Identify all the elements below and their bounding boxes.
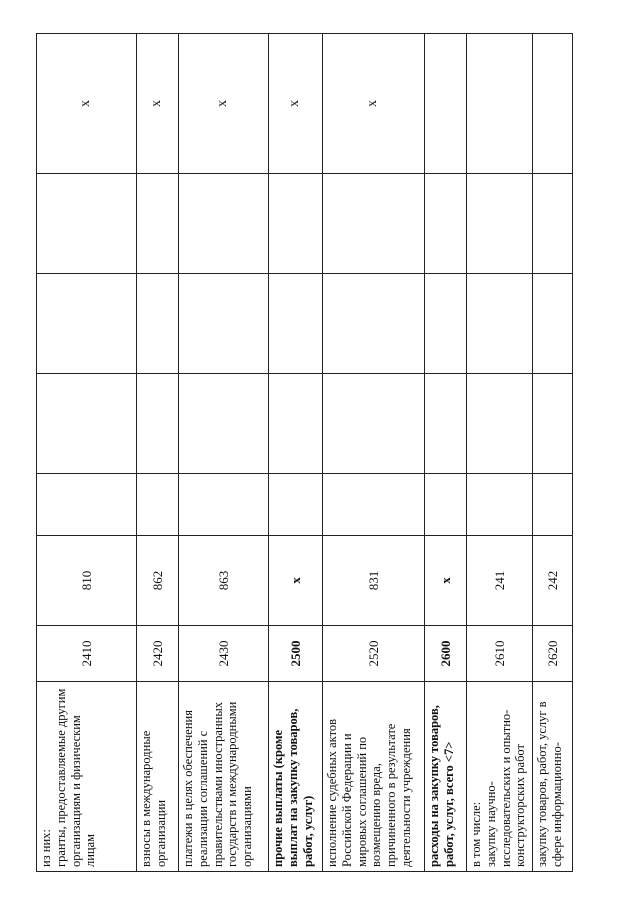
table-row <box>533 34 573 872</box>
value-cell <box>425 174 467 274</box>
line-code-cell: 2410 <box>37 626 137 682</box>
row-name-cell: взносы в международные организации <box>137 682 179 872</box>
value-cell <box>37 274 137 374</box>
value-cell <box>467 474 533 536</box>
value-cell <box>37 474 137 536</box>
value-cell <box>467 274 533 374</box>
value-cell <box>179 174 269 274</box>
value-cell <box>323 274 425 374</box>
line-code-cell: 2420 <box>137 626 179 682</box>
last-column-cell <box>425 34 467 174</box>
line-code-cell: 2520 <box>323 626 425 682</box>
kbk-code-cell: x <box>269 536 323 626</box>
rotated-table-container <box>36 34 572 872</box>
last-column-cell: x <box>323 34 425 174</box>
table-row <box>269 34 323 872</box>
value-cell <box>467 174 533 274</box>
row-name-cell: расходы на закупку товаров, работ, услуг, всего <7> <box>425 682 467 872</box>
value-cell <box>269 474 323 536</box>
kbk-code-cell: 863 <box>179 536 269 626</box>
kbk-code-cell: 810 <box>37 536 137 626</box>
kbk-code-cell: 242 <box>533 536 573 626</box>
value-cell <box>37 374 137 474</box>
table-row <box>37 34 137 872</box>
table-row <box>425 34 467 872</box>
last-column-cell: x <box>37 34 137 174</box>
table-row <box>179 34 269 872</box>
table-body <box>37 34 573 872</box>
value-cell <box>269 174 323 274</box>
table-row <box>137 34 179 872</box>
value-cell <box>425 374 467 474</box>
value-cell <box>137 274 179 374</box>
last-column-cell: x <box>179 34 269 174</box>
table-row <box>323 34 425 872</box>
kbk-code-cell: 241 <box>467 536 533 626</box>
value-cell <box>533 274 573 374</box>
value-cell <box>179 374 269 474</box>
value-cell <box>179 474 269 536</box>
value-cell <box>533 474 573 536</box>
table-row <box>467 34 533 872</box>
last-column-cell: x <box>269 34 323 174</box>
line-code-cell: 2620 <box>533 626 573 682</box>
budget-table <box>36 33 573 872</box>
last-column-cell: x <box>137 34 179 174</box>
row-name-cell: платежи в целях обеспечения реализации соглашений с правительствами иностранных государств и международными организациями <box>179 682 269 872</box>
value-cell <box>323 474 425 536</box>
value-cell <box>323 374 425 474</box>
line-code-cell: 2500 <box>269 626 323 682</box>
value-cell <box>533 174 573 274</box>
row-name-cell: закупку товаров, работ, услуг в сфере информационно- <box>533 682 573 872</box>
value-cell <box>137 374 179 474</box>
line-code-cell: 2430 <box>179 626 269 682</box>
value-cell <box>533 374 573 474</box>
value-cell <box>323 174 425 274</box>
value-cell <box>425 274 467 374</box>
last-column-cell <box>467 34 533 174</box>
kbk-code-cell: 831 <box>323 536 425 626</box>
row-name-cell: из них: гранты, предоставляемые другим организациям и физическим лицам <box>37 682 137 872</box>
value-cell <box>425 474 467 536</box>
value-cell <box>467 374 533 474</box>
value-cell <box>137 174 179 274</box>
line-code-cell: 2600 <box>425 626 467 682</box>
last-column-cell <box>533 34 573 174</box>
value-cell <box>179 274 269 374</box>
value-cell <box>137 474 179 536</box>
kbk-code-cell: x <box>425 536 467 626</box>
row-name-cell: прочие выплаты (кроме выплат на закупку товаров, работ, услуг) <box>269 682 323 872</box>
value-cell <box>269 374 323 474</box>
value-cell <box>37 174 137 274</box>
kbk-code-cell: 862 <box>137 536 179 626</box>
line-code-cell: 2610 <box>467 626 533 682</box>
row-name-cell: в том числе: закупку научно-исследовательских и опытно-конструкторских работ <box>467 682 533 872</box>
value-cell <box>269 274 323 374</box>
row-name-cell: исполнение судебных актов Российской Федерации и мировых соглашений по возмещению вреда, причиненного в результате деятельности учреждения <box>323 682 425 872</box>
